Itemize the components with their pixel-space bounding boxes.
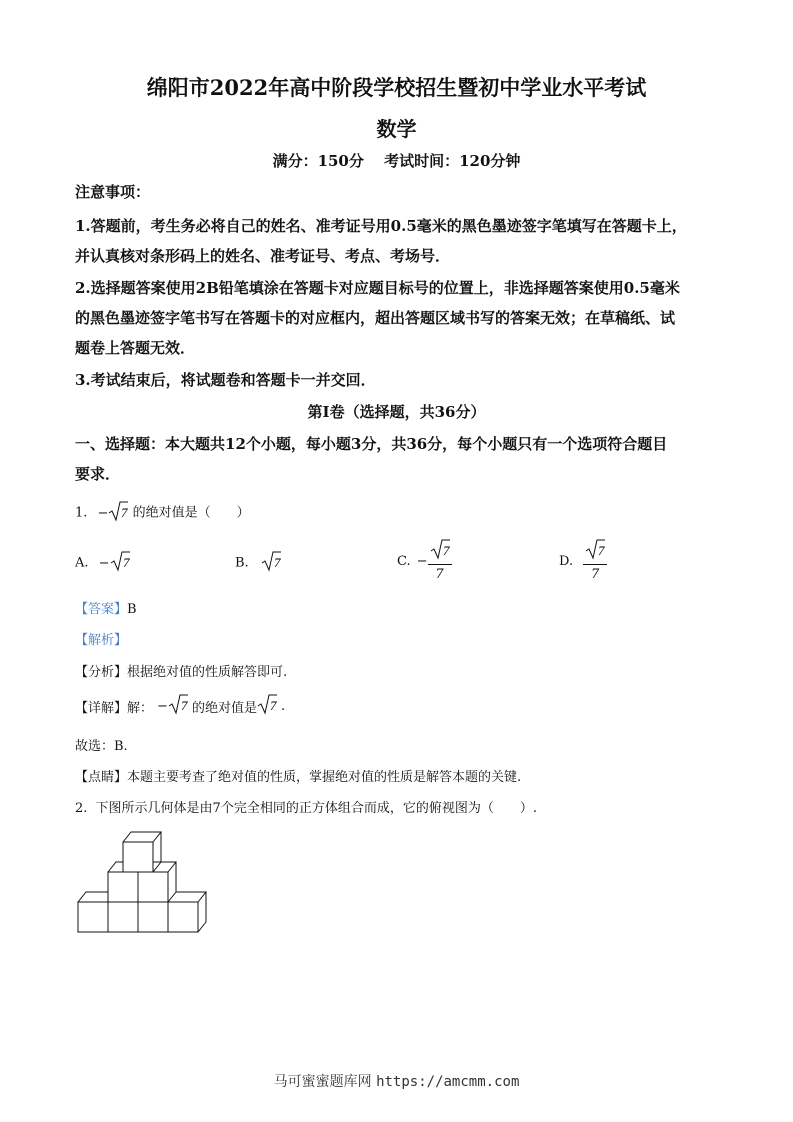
svg-text:7: 7: [269, 698, 277, 713]
svg-text:7: 7: [442, 543, 450, 558]
gu-line: 故选：B.: [75, 739, 128, 754]
svg-text:7: 7: [121, 505, 128, 520]
cube-edge: [108, 862, 123, 872]
xiangjie-line: [75, 693, 285, 719]
fenxi-tag: 【分析】: [75, 665, 128, 680]
exam-title: 绵阳市2022年高中阶段学校招生暨初中学业水平考试: [146, 75, 647, 100]
cube-face: [138, 902, 168, 932]
answer-line: [75, 598, 137, 617]
fraction: [583, 538, 607, 585]
notes-line-2: 并认真核对条形码上的姓名、准考证号、考点、考场号．: [75, 247, 451, 265]
expr-sign: −: [157, 698, 168, 714]
answer-value: B: [127, 602, 137, 617]
cube-face: [138, 872, 168, 902]
section-instruction-2: 要求．: [75, 465, 121, 483]
expr-sign: −: [97, 505, 109, 521]
svg-text:7: 7: [598, 543, 605, 558]
svg-text:7: 7: [122, 555, 130, 570]
cube-edge: [168, 862, 176, 902]
cube-face: [108, 872, 138, 902]
fraction-denominator: 7: [435, 567, 444, 582]
sqrt-symbol: [261, 550, 281, 576]
option-sign: −: [98, 555, 110, 571]
dianjing-text: 本题主要考查了绝对值的性质，掌握绝对值的性质是解答本题的关键.: [127, 770, 522, 785]
footer-site: 马可蜜蜜题库网: [273, 1074, 372, 1090]
fenxi-text: 根据绝对值的性质解答即可.: [127, 665, 288, 680]
cube-edge: [153, 832, 161, 872]
notes-heading: 注意事项：: [75, 183, 151, 201]
question-stem: 下图所示几何体是由7个完全相同的正方体组合而成，它的俯视图为（ ）.: [95, 801, 537, 816]
cube-edge: [198, 892, 206, 932]
question-stem: 的绝对值是（ ）: [132, 505, 250, 521]
option-d[interactable]: [559, 538, 607, 585]
score-time-line: 满分：150分 考试时间：120分钟: [272, 152, 521, 170]
sqrt-symbol: [257, 693, 277, 719]
option-c[interactable]: [397, 538, 452, 585]
option-b[interactable]: [235, 550, 281, 576]
sqrt-symbol: [430, 538, 450, 564]
dianjing-tag: 【点睛】: [75, 770, 128, 785]
option-label: D.: [559, 554, 574, 569]
cube-face: [78, 902, 108, 932]
cube-edge: [78, 892, 108, 902]
dianjing-line: [75, 766, 521, 785]
cube-face: [168, 902, 198, 932]
sqrt-symbol: [110, 550, 130, 576]
section-instruction-1: 一、选择题：本大题共12个小题，每小题3分，共36分，每个小题只有一个选项符合题目: [75, 435, 668, 453]
sqrt-symbol: [168, 693, 188, 719]
notes-line-1: 1.答题前，考生务必将自己的姓名、准考证号用0.5毫米的黑色墨迹签字笔填写在答题卡上，: [75, 217, 687, 235]
option-label: C.: [397, 554, 411, 569]
svg-text:7: 7: [273, 555, 281, 570]
xiangjie-pre: 解：: [127, 700, 154, 716]
cube-face: [108, 902, 138, 932]
cube-stack-figure: [70, 826, 220, 938]
analysis-tag: 【解析】: [75, 633, 128, 648]
question-number: 1.: [75, 505, 88, 521]
svg-text:7: 7: [180, 698, 188, 713]
sqrt-symbol: [585, 538, 605, 564]
notes-line-5: 题卷上答题无效．: [75, 339, 196, 357]
xiangjie-tag: 【详解】: [75, 700, 128, 716]
fraction-denominator: 7: [590, 567, 600, 582]
option-label: A.: [75, 555, 89, 571]
question-1: [75, 500, 250, 526]
notes-line-6: 3.考试结束后，将试题卷和答题卡一并交回．: [75, 371, 376, 389]
cube-face: [123, 842, 153, 872]
xiangjie-end: .: [280, 698, 286, 714]
cube-edge: [123, 832, 161, 842]
footer-watermark: [0, 1071, 793, 1091]
option-label: B.: [235, 555, 249, 571]
notes-line-4: 的黑色墨迹签字笔书写在答题卡的对应框内，超出答题区域书写的答案无效；在草稿纸、试: [75, 309, 676, 327]
section-title: 第Ⅰ卷（选择题，共36分）: [307, 403, 486, 421]
footer-url[interactable]: https://amcmm.com: [376, 1074, 520, 1090]
xiangjie-mid: 的绝对值是: [191, 700, 257, 716]
question-number: 2.: [75, 801, 88, 816]
option-sign: −: [416, 554, 428, 569]
sqrt-symbol: [108, 500, 128, 526]
notes-line-3: 2.选择题答案使用2B铅笔填涂在答题卡对应题目标号的位置上，非选择题答案使用0.5毫米: [75, 279, 680, 297]
cube-edge: [176, 892, 206, 902]
exam-subject: 数学: [376, 117, 417, 141]
fenxi-line: [75, 661, 287, 680]
question-2: [75, 797, 537, 816]
option-a[interactable]: [75, 550, 130, 576]
fraction: [428, 538, 452, 585]
answer-tag: 【答案】: [75, 602, 128, 617]
